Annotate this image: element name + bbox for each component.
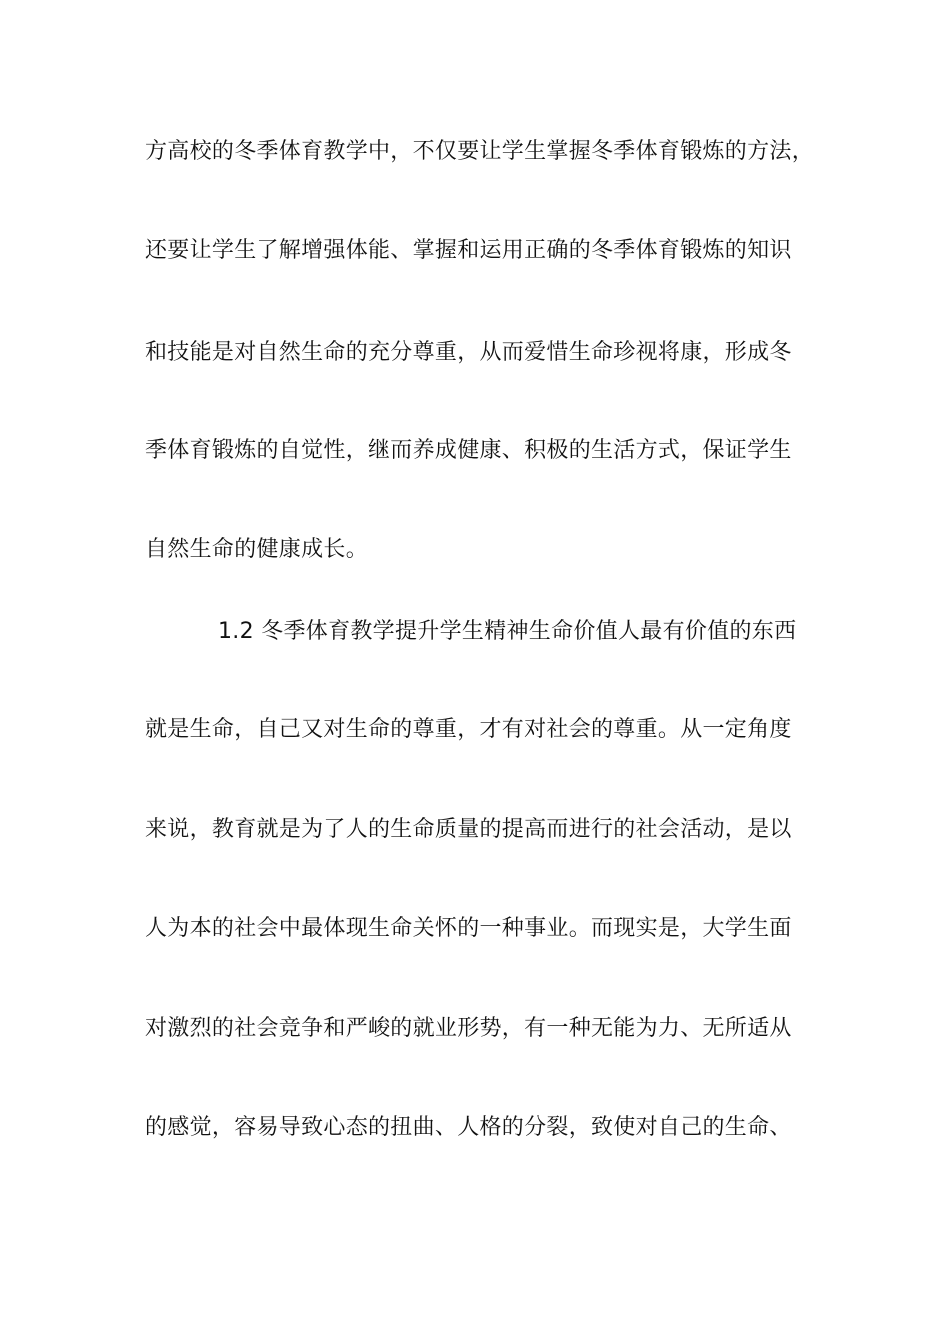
text-line: 人为本的社会中最体现生命关怀的一种事业。而现实是，大学生面 bbox=[145, 916, 792, 941]
text-line: 还要让学生了解增强体能、掌握和运用正确的冬季体育锻炼的知识 bbox=[145, 238, 792, 263]
text-line: 来说，教育就是为了人的生命质量的提高而进行的社会活动，是以 bbox=[145, 817, 792, 842]
text-line: 自然生命的健康成长。 bbox=[145, 537, 369, 562]
text-line: 对激烈的社会竞争和严峻的就业形势，有一种无能为力、无所适从 bbox=[145, 1016, 792, 1041]
text-line: 就是生命，自己又对生命的尊重，才有对社会的尊重。从一定角度 bbox=[145, 717, 792, 742]
text-line: 季体育锻炼的自觉性，继而养成健康、积极的生活方式，保证学生 bbox=[145, 438, 792, 463]
text-line: 的感觉，容易导致心态的扭曲、人格的分裂，致使对自己的生命、 bbox=[145, 1115, 792, 1140]
text-line: 方高校的冬季体育教学中，不仅要让学生掌握冬季体育锻炼的方法， bbox=[145, 139, 815, 164]
section-heading-line: 1.2 冬季体育教学提升学生精神生命价值人最有价值的东西 bbox=[218, 619, 797, 644]
text-line: 和技能是对自然生命的充分尊重，从而爱惜生命珍视将康，形成冬 bbox=[145, 340, 792, 365]
